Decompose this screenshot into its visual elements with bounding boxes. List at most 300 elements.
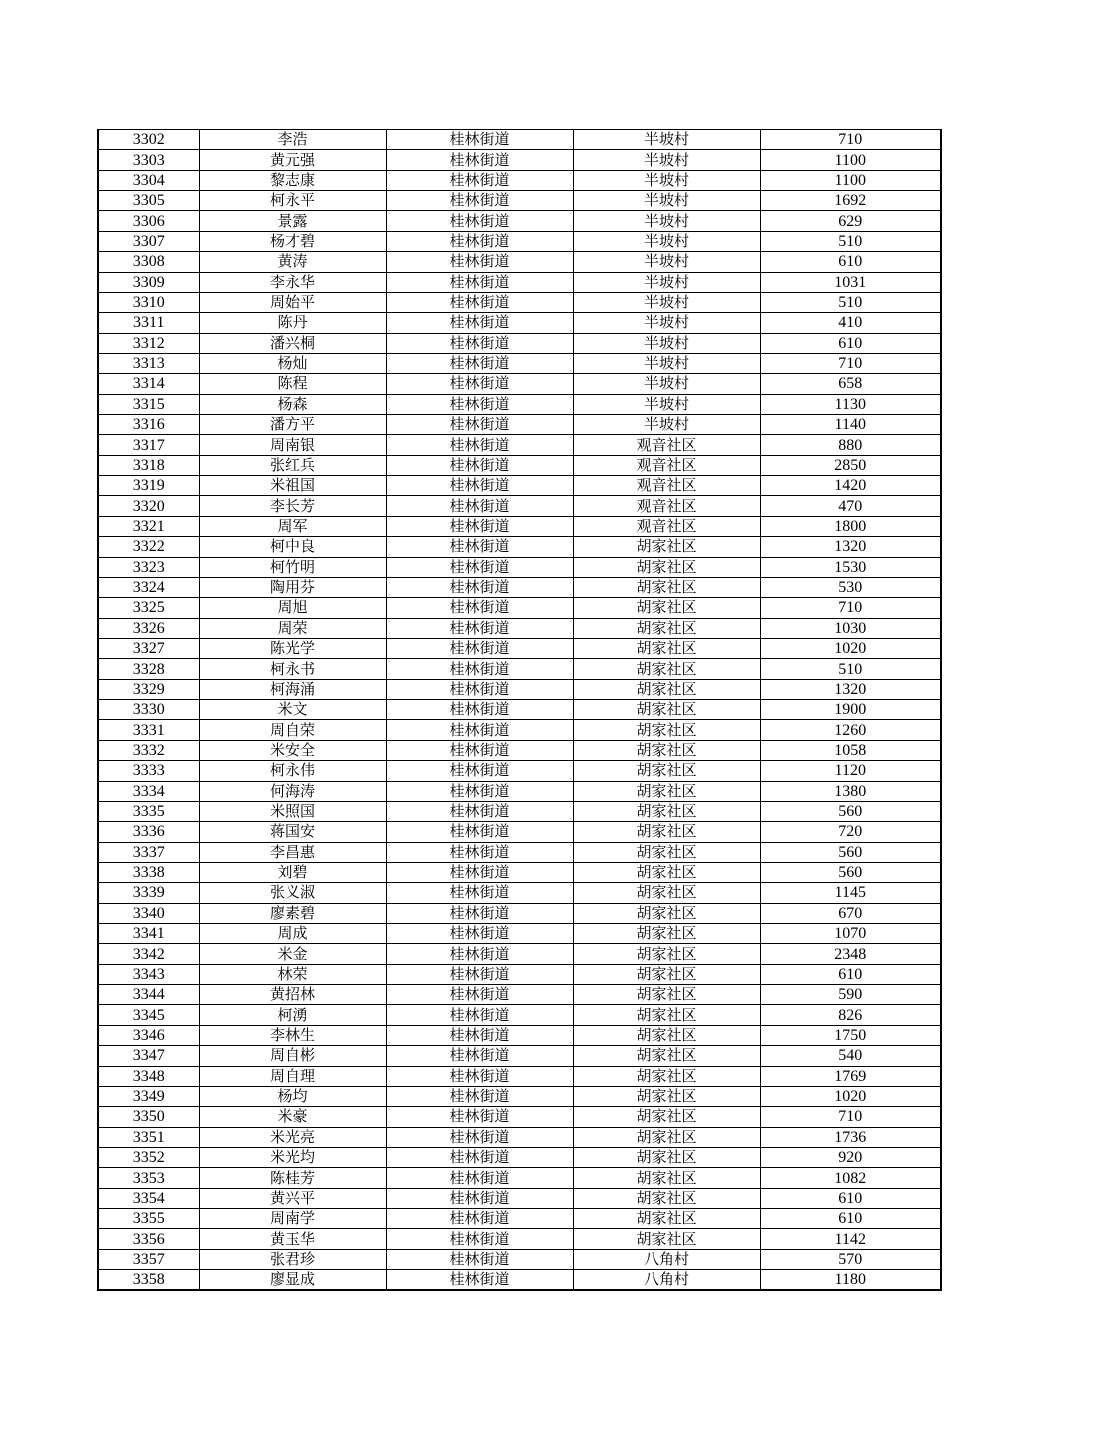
street-cell: 桂林街道 — [386, 964, 573, 984]
community-cell: 胡家社区 — [573, 537, 760, 557]
street-cell: 桂林街道 — [386, 822, 573, 842]
amount-cell: 880 — [760, 435, 941, 455]
name-cell: 何海涛 — [199, 781, 386, 801]
street-cell: 桂林街道 — [386, 761, 573, 781]
name-cell: 米文 — [199, 700, 386, 720]
row-number-cell: 3341 — [98, 924, 199, 944]
name-cell: 米光均 — [199, 1147, 386, 1167]
table-row — [98, 883, 941, 903]
amount-cell: 540 — [760, 1046, 941, 1066]
street-cell: 桂林街道 — [386, 1209, 573, 1229]
name-cell: 张君珍 — [199, 1249, 386, 1269]
community-cell: 胡家社区 — [573, 924, 760, 944]
amount-cell: 826 — [760, 1005, 941, 1025]
name-cell: 刘碧 — [199, 862, 386, 882]
amount-cell: 670 — [760, 903, 941, 923]
name-cell: 陈丹 — [199, 313, 386, 333]
community-cell: 胡家社区 — [573, 822, 760, 842]
community-cell: 胡家社区 — [573, 740, 760, 760]
row-number-cell: 3308 — [98, 252, 199, 272]
street-cell: 桂林街道 — [386, 150, 573, 170]
name-cell: 李浩 — [199, 130, 386, 150]
community-cell: 半坡村 — [573, 191, 760, 211]
street-cell: 桂林街道 — [386, 374, 573, 394]
row-number-cell: 3357 — [98, 1249, 199, 1269]
amount-cell: 1736 — [760, 1127, 941, 1147]
community-cell: 半坡村 — [573, 353, 760, 373]
street-cell: 桂林街道 — [386, 496, 573, 516]
name-cell: 陈桂芳 — [199, 1168, 386, 1188]
table-row — [98, 1107, 941, 1127]
amount-cell: 510 — [760, 659, 941, 679]
name-cell: 杨灿 — [199, 353, 386, 373]
table-row — [98, 944, 941, 964]
community-cell: 胡家社区 — [573, 598, 760, 618]
community-cell: 八角村 — [573, 1270, 760, 1291]
row-number-cell: 3322 — [98, 537, 199, 557]
street-cell: 桂林街道 — [386, 211, 573, 231]
name-cell: 黄玉华 — [199, 1229, 386, 1249]
amount-cell: 1140 — [760, 415, 941, 435]
amount-cell: 1070 — [760, 924, 941, 944]
table-row — [98, 598, 941, 618]
street-cell: 桂林街道 — [386, 415, 573, 435]
name-cell: 柯永书 — [199, 659, 386, 679]
name-cell: 李永华 — [199, 272, 386, 292]
community-cell: 胡家社区 — [573, 862, 760, 882]
amount-cell: 710 — [760, 130, 941, 150]
table-row — [98, 150, 941, 170]
table-row — [98, 1127, 941, 1147]
row-number-cell: 3337 — [98, 842, 199, 862]
amount-cell: 530 — [760, 577, 941, 597]
community-cell: 半坡村 — [573, 272, 760, 292]
community-cell: 半坡村 — [573, 374, 760, 394]
amount-cell: 1142 — [760, 1229, 941, 1249]
name-cell: 黄元强 — [199, 150, 386, 170]
amount-cell: 610 — [760, 333, 941, 353]
table-row — [98, 557, 941, 577]
amount-cell: 1030 — [760, 618, 941, 638]
street-cell: 桂林街道 — [386, 1025, 573, 1045]
table-row — [98, 170, 941, 190]
street-cell: 桂林街道 — [386, 191, 573, 211]
amount-cell: 1100 — [760, 170, 941, 190]
row-number-cell: 3307 — [98, 231, 199, 251]
table-row — [98, 211, 941, 231]
street-cell: 桂林街道 — [386, 740, 573, 760]
row-number-cell: 3344 — [98, 985, 199, 1005]
amount-cell: 658 — [760, 374, 941, 394]
community-cell: 半坡村 — [573, 130, 760, 150]
row-number-cell: 3315 — [98, 394, 199, 414]
community-cell: 胡家社区 — [573, 1209, 760, 1229]
name-cell: 米祖国 — [199, 476, 386, 496]
amount-cell: 1320 — [760, 679, 941, 699]
community-cell: 胡家社区 — [573, 964, 760, 984]
community-cell: 半坡村 — [573, 231, 760, 251]
amount-cell: 1058 — [760, 740, 941, 760]
table-row — [98, 455, 941, 475]
street-cell: 桂林街道 — [386, 1147, 573, 1167]
street-cell: 桂林街道 — [386, 801, 573, 821]
row-number-cell: 3329 — [98, 679, 199, 699]
table-row — [98, 659, 941, 679]
table-row — [98, 496, 941, 516]
table-row — [98, 415, 941, 435]
community-cell: 胡家社区 — [573, 577, 760, 597]
name-cell: 周荣 — [199, 618, 386, 638]
community-cell: 半坡村 — [573, 211, 760, 231]
community-cell: 八角村 — [573, 1249, 760, 1269]
street-cell: 桂林街道 — [386, 1066, 573, 1086]
amount-cell: 1145 — [760, 883, 941, 903]
community-cell: 半坡村 — [573, 333, 760, 353]
row-number-cell: 3352 — [98, 1147, 199, 1167]
community-cell: 胡家社区 — [573, 944, 760, 964]
row-number-cell: 3334 — [98, 781, 199, 801]
amount-cell: 560 — [760, 842, 941, 862]
street-cell: 桂林街道 — [386, 883, 573, 903]
table-row — [98, 1005, 941, 1025]
street-cell: 桂林街道 — [386, 394, 573, 414]
table-row — [98, 516, 941, 536]
community-cell: 胡家社区 — [573, 557, 760, 577]
table-row — [98, 740, 941, 760]
table-row — [98, 618, 941, 638]
street-cell: 桂林街道 — [386, 516, 573, 536]
row-number-cell: 3346 — [98, 1025, 199, 1045]
row-number-cell: 3355 — [98, 1209, 199, 1229]
street-cell: 桂林街道 — [386, 1168, 573, 1188]
community-cell: 胡家社区 — [573, 883, 760, 903]
table-row — [98, 985, 941, 1005]
name-cell: 李林生 — [199, 1025, 386, 1045]
amount-cell: 610 — [760, 1209, 941, 1229]
row-number-cell: 3342 — [98, 944, 199, 964]
row-number-cell: 3339 — [98, 883, 199, 903]
street-cell: 桂林街道 — [386, 700, 573, 720]
table-row — [98, 577, 941, 597]
street-cell: 桂林街道 — [386, 659, 573, 679]
community-cell: 胡家社区 — [573, 1188, 760, 1208]
amount-cell: 1769 — [760, 1066, 941, 1086]
street-cell: 桂林街道 — [386, 537, 573, 557]
amount-cell: 470 — [760, 496, 941, 516]
street-cell: 桂林街道 — [386, 842, 573, 862]
street-cell: 桂林街道 — [386, 1188, 573, 1208]
row-number-cell: 3326 — [98, 618, 199, 638]
street-cell: 桂林街道 — [386, 231, 573, 251]
street-cell: 桂林街道 — [386, 353, 573, 373]
table-row — [98, 924, 941, 944]
street-cell: 桂林街道 — [386, 1229, 573, 1249]
community-cell: 胡家社区 — [573, 801, 760, 821]
table-row — [98, 476, 941, 496]
table-row — [98, 1025, 941, 1045]
row-number-cell: 3332 — [98, 740, 199, 760]
community-cell: 胡家社区 — [573, 1168, 760, 1188]
row-number-cell: 3328 — [98, 659, 199, 679]
amount-cell: 2850 — [760, 455, 941, 475]
name-cell: 景露 — [199, 211, 386, 231]
street-cell: 桂林街道 — [386, 272, 573, 292]
row-number-cell: 3327 — [98, 638, 199, 658]
name-cell: 张红兵 — [199, 455, 386, 475]
name-cell: 柯海涌 — [199, 679, 386, 699]
amount-cell: 1031 — [760, 272, 941, 292]
table-body — [98, 130, 941, 1291]
name-cell: 潘兴桐 — [199, 333, 386, 353]
amount-cell: 1020 — [760, 1086, 941, 1106]
name-cell: 廖素碧 — [199, 903, 386, 923]
amount-cell: 1260 — [760, 720, 941, 740]
street-cell: 桂林街道 — [386, 1086, 573, 1106]
street-cell: 桂林街道 — [386, 1046, 573, 1066]
name-cell: 米豪 — [199, 1107, 386, 1127]
name-cell: 陈程 — [199, 374, 386, 394]
table-row — [98, 313, 941, 333]
amount-cell: 1082 — [760, 1168, 941, 1188]
community-cell: 半坡村 — [573, 394, 760, 414]
table-row — [98, 700, 941, 720]
row-number-cell: 3309 — [98, 272, 199, 292]
amount-cell: 1692 — [760, 191, 941, 211]
name-cell: 黄兴平 — [199, 1188, 386, 1208]
community-cell: 胡家社区 — [573, 903, 760, 923]
amount-cell: 1320 — [760, 537, 941, 557]
community-cell: 半坡村 — [573, 292, 760, 312]
amount-cell: 610 — [760, 252, 941, 272]
community-cell: 观音社区 — [573, 496, 760, 516]
street-cell: 桂林街道 — [386, 638, 573, 658]
row-number-cell: 3324 — [98, 577, 199, 597]
community-cell: 胡家社区 — [573, 700, 760, 720]
amount-cell: 1800 — [760, 516, 941, 536]
row-number-cell: 3318 — [98, 455, 199, 475]
table-row — [98, 333, 941, 353]
community-cell: 胡家社区 — [573, 1127, 760, 1147]
row-number-cell: 3311 — [98, 313, 199, 333]
table-row — [98, 842, 941, 862]
name-cell: 廖显成 — [199, 1270, 386, 1291]
street-cell: 桂林街道 — [386, 1127, 573, 1147]
name-cell: 周始平 — [199, 292, 386, 312]
community-cell: 胡家社区 — [573, 1025, 760, 1045]
street-cell: 桂林街道 — [386, 1005, 573, 1025]
amount-cell: 1130 — [760, 394, 941, 414]
row-number-cell: 3303 — [98, 150, 199, 170]
table-row — [98, 1147, 941, 1167]
amount-cell: 560 — [760, 801, 941, 821]
row-number-cell: 3345 — [98, 1005, 199, 1025]
street-cell: 桂林街道 — [386, 333, 573, 353]
amount-cell: 1530 — [760, 557, 941, 577]
community-cell: 胡家社区 — [573, 659, 760, 679]
table-row — [98, 130, 941, 150]
name-cell: 陶用芬 — [199, 577, 386, 597]
name-cell: 米金 — [199, 944, 386, 964]
name-cell: 周南银 — [199, 435, 386, 455]
table-row — [98, 252, 941, 272]
community-cell: 胡家社区 — [573, 1229, 760, 1249]
row-number-cell: 3306 — [98, 211, 199, 231]
row-number-cell: 3325 — [98, 598, 199, 618]
street-cell: 桂林街道 — [386, 1270, 573, 1291]
street-cell: 桂林街道 — [386, 944, 573, 964]
row-number-cell: 3348 — [98, 1066, 199, 1086]
table-row — [98, 781, 941, 801]
amount-cell: 1100 — [760, 150, 941, 170]
table-row — [98, 761, 941, 781]
street-cell: 桂林街道 — [386, 313, 573, 333]
street-cell: 桂林街道 — [386, 292, 573, 312]
community-cell: 胡家社区 — [573, 638, 760, 658]
community-cell: 胡家社区 — [573, 1147, 760, 1167]
name-cell: 米安全 — [199, 740, 386, 760]
table-row — [98, 822, 941, 842]
name-cell: 柯湧 — [199, 1005, 386, 1025]
amount-cell: 590 — [760, 985, 941, 1005]
community-cell: 半坡村 — [573, 415, 760, 435]
street-cell: 桂林街道 — [386, 903, 573, 923]
amount-cell: 510 — [760, 292, 941, 312]
name-cell: 柯竹明 — [199, 557, 386, 577]
table-row — [98, 191, 941, 211]
table-row — [98, 374, 941, 394]
name-cell: 周自理 — [199, 1066, 386, 1086]
table-row — [98, 1086, 941, 1106]
community-cell: 胡家社区 — [573, 781, 760, 801]
table-row — [98, 638, 941, 658]
table-row — [98, 1209, 941, 1229]
name-cell: 杨森 — [199, 394, 386, 414]
table-row — [98, 1229, 941, 1249]
community-cell: 胡家社区 — [573, 618, 760, 638]
street-cell: 桂林街道 — [386, 781, 573, 801]
table-row — [98, 353, 941, 373]
row-number-cell: 3304 — [98, 170, 199, 190]
table-row — [98, 394, 941, 414]
name-cell: 潘方平 — [199, 415, 386, 435]
amount-cell: 1120 — [760, 761, 941, 781]
row-number-cell: 3354 — [98, 1188, 199, 1208]
table-row — [98, 1270, 941, 1291]
amount-cell: 720 — [760, 822, 941, 842]
row-number-cell: 3356 — [98, 1229, 199, 1249]
amount-cell: 710 — [760, 598, 941, 618]
row-number-cell: 3312 — [98, 333, 199, 353]
row-number-cell: 3331 — [98, 720, 199, 740]
community-cell: 胡家社区 — [573, 985, 760, 1005]
amount-cell: 1420 — [760, 476, 941, 496]
table-row — [98, 537, 941, 557]
community-cell: 胡家社区 — [573, 1086, 760, 1106]
name-cell: 周旭 — [199, 598, 386, 618]
amount-cell: 1750 — [760, 1025, 941, 1045]
street-cell: 桂林街道 — [386, 720, 573, 740]
name-cell: 陈光学 — [199, 638, 386, 658]
amount-cell: 1380 — [760, 781, 941, 801]
community-cell: 胡家社区 — [573, 679, 760, 699]
community-cell: 胡家社区 — [573, 720, 760, 740]
street-cell: 桂林街道 — [386, 476, 573, 496]
name-cell: 柯永伟 — [199, 761, 386, 781]
street-cell: 桂林街道 — [386, 618, 573, 638]
name-cell: 周自彬 — [199, 1046, 386, 1066]
data-table — [97, 129, 942, 1291]
row-number-cell: 3302 — [98, 130, 199, 150]
row-number-cell: 3321 — [98, 516, 199, 536]
street-cell: 桂林街道 — [386, 170, 573, 190]
name-cell: 张义淑 — [199, 883, 386, 903]
name-cell: 李长芳 — [199, 496, 386, 516]
row-number-cell: 3314 — [98, 374, 199, 394]
name-cell: 林荣 — [199, 964, 386, 984]
table-row — [98, 679, 941, 699]
row-number-cell: 3351 — [98, 1127, 199, 1147]
row-number-cell: 3340 — [98, 903, 199, 923]
community-cell: 胡家社区 — [573, 1046, 760, 1066]
amount-cell: 570 — [760, 1249, 941, 1269]
street-cell: 桂林街道 — [386, 679, 573, 699]
table-row — [98, 231, 941, 251]
name-cell: 周军 — [199, 516, 386, 536]
amount-cell: 410 — [760, 313, 941, 333]
row-number-cell: 3358 — [98, 1270, 199, 1291]
street-cell: 桂林街道 — [386, 862, 573, 882]
name-cell: 李昌惠 — [199, 842, 386, 862]
amount-cell: 710 — [760, 353, 941, 373]
table-row — [98, 272, 941, 292]
community-cell: 观音社区 — [573, 516, 760, 536]
community-cell: 观音社区 — [573, 435, 760, 455]
table-row — [98, 964, 941, 984]
street-cell: 桂林街道 — [386, 1249, 573, 1269]
row-number-cell: 3338 — [98, 862, 199, 882]
name-cell: 柯永平 — [199, 191, 386, 211]
community-cell: 观音社区 — [573, 476, 760, 496]
community-cell: 半坡村 — [573, 252, 760, 272]
table-row — [98, 801, 941, 821]
row-number-cell: 3323 — [98, 557, 199, 577]
table-row — [98, 1168, 941, 1188]
table-row — [98, 720, 941, 740]
community-cell: 半坡村 — [573, 313, 760, 333]
row-number-cell: 3350 — [98, 1107, 199, 1127]
name-cell: 周自荣 — [199, 720, 386, 740]
row-number-cell: 3347 — [98, 1046, 199, 1066]
row-number-cell: 3310 — [98, 292, 199, 312]
amount-cell: 1180 — [760, 1270, 941, 1291]
row-number-cell: 3330 — [98, 700, 199, 720]
community-cell: 观音社区 — [573, 455, 760, 475]
table-row — [98, 1249, 941, 1269]
amount-cell: 1900 — [760, 700, 941, 720]
community-cell: 胡家社区 — [573, 1107, 760, 1127]
row-number-cell: 3349 — [98, 1086, 199, 1106]
amount-cell: 510 — [760, 231, 941, 251]
amount-cell: 610 — [760, 964, 941, 984]
name-cell: 黄招林 — [199, 985, 386, 1005]
row-number-cell: 3335 — [98, 801, 199, 821]
name-cell: 周南学 — [199, 1209, 386, 1229]
amount-cell: 2348 — [760, 944, 941, 964]
amount-cell: 710 — [760, 1107, 941, 1127]
street-cell: 桂林街道 — [386, 577, 573, 597]
row-number-cell: 3319 — [98, 476, 199, 496]
amount-cell: 629 — [760, 211, 941, 231]
